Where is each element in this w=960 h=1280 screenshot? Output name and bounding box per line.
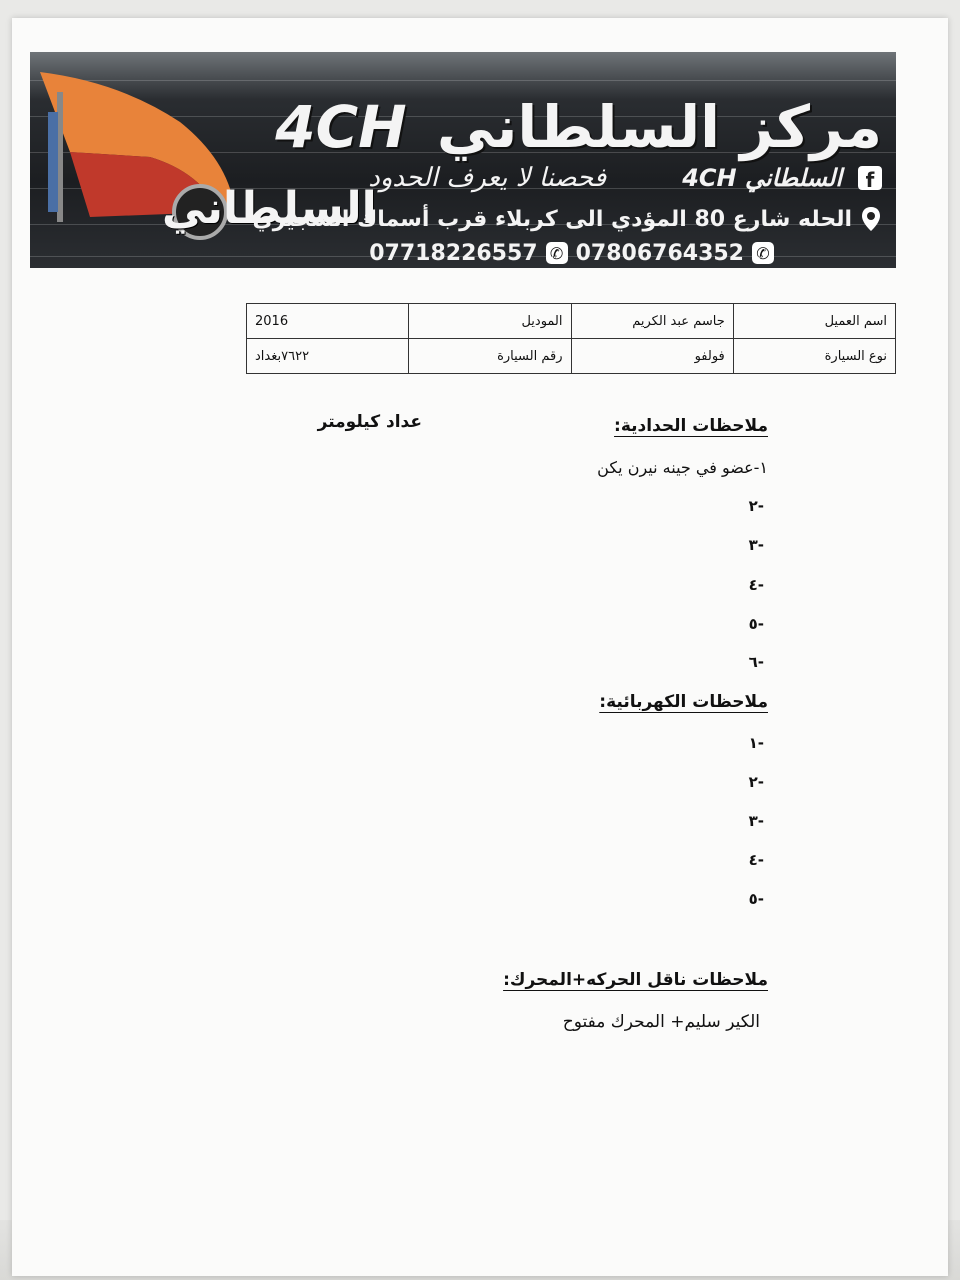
center-title-arabic: مركز السلطاني bbox=[436, 93, 882, 161]
body-notes-heading: ملاحظات الحدادية: bbox=[614, 416, 768, 436]
phone-number-1: 07806764352 bbox=[575, 240, 744, 266]
plate-value: ٧٦٢٢بغداد bbox=[247, 339, 409, 374]
odometer-label: عداد كيلومتر bbox=[317, 412, 422, 432]
header-banner bbox=[30, 52, 896, 268]
social-slogan-row bbox=[282, 160, 882, 196]
car-logo-icon bbox=[30, 52, 280, 268]
electrical-notes-heading: ملاحظات الكهربائية: bbox=[599, 692, 768, 712]
body-note-item: ١-عضو في جينه نيرن يكن bbox=[597, 458, 768, 477]
drivetrain-note-text: الكير سليم+ المحرك مفتوح bbox=[562, 1012, 760, 1032]
logo-text: السلطاني bbox=[162, 183, 377, 234]
customer-name-value: جاسم عبد الكريم bbox=[571, 304, 733, 339]
center-title-latin: 4CH bbox=[275, 93, 407, 161]
body-note-item: -٥ bbox=[748, 615, 764, 633]
body-note-item: -٤ bbox=[748, 576, 764, 594]
location-pin-icon bbox=[860, 206, 882, 232]
table-row bbox=[247, 304, 896, 339]
phone-icon: ✆ bbox=[546, 242, 568, 264]
facebook-page-name: السلطاني 4CH bbox=[682, 164, 842, 192]
vehicle-info-table bbox=[246, 303, 896, 374]
electrical-note-item: -٢ bbox=[748, 773, 764, 791]
body-note-item: -٢ bbox=[748, 497, 764, 515]
drivetrain-notes-heading: ملاحظات ناقل الحركه+المحرك: bbox=[503, 970, 768, 990]
body-note-item: -٦ bbox=[748, 653, 764, 671]
electrical-note-item: -٤ bbox=[748, 851, 764, 869]
car-type-label: نوع السيارة bbox=[733, 339, 895, 374]
model-value: 2016 bbox=[247, 304, 409, 339]
facebook-icon: f bbox=[858, 166, 882, 190]
address-row bbox=[253, 202, 882, 236]
electrical-note-item: -٣ bbox=[748, 812, 764, 830]
model-label: الموديل bbox=[409, 304, 571, 339]
table-row bbox=[247, 339, 896, 374]
electrical-note-item: -١ bbox=[748, 734, 764, 752]
car-type-value: فولفو bbox=[571, 339, 733, 374]
phone-number-2: 07718226557 bbox=[369, 240, 538, 266]
phones-row bbox=[369, 238, 774, 268]
body-note-item: -٣ bbox=[748, 536, 764, 554]
customer-name-label: اسم العميل bbox=[733, 304, 895, 339]
phone-icon: ✆ bbox=[752, 242, 774, 264]
slogan: فحصنا لا يعرف الحدود bbox=[368, 163, 607, 193]
center-title bbox=[275, 93, 882, 161]
address: الحله شارع 80 المؤدي الى كربلاء قرب أسماك الشجيري bbox=[252, 206, 852, 232]
plate-label: رقم السيارة bbox=[409, 339, 571, 374]
electrical-note-item: -٥ bbox=[748, 890, 764, 908]
